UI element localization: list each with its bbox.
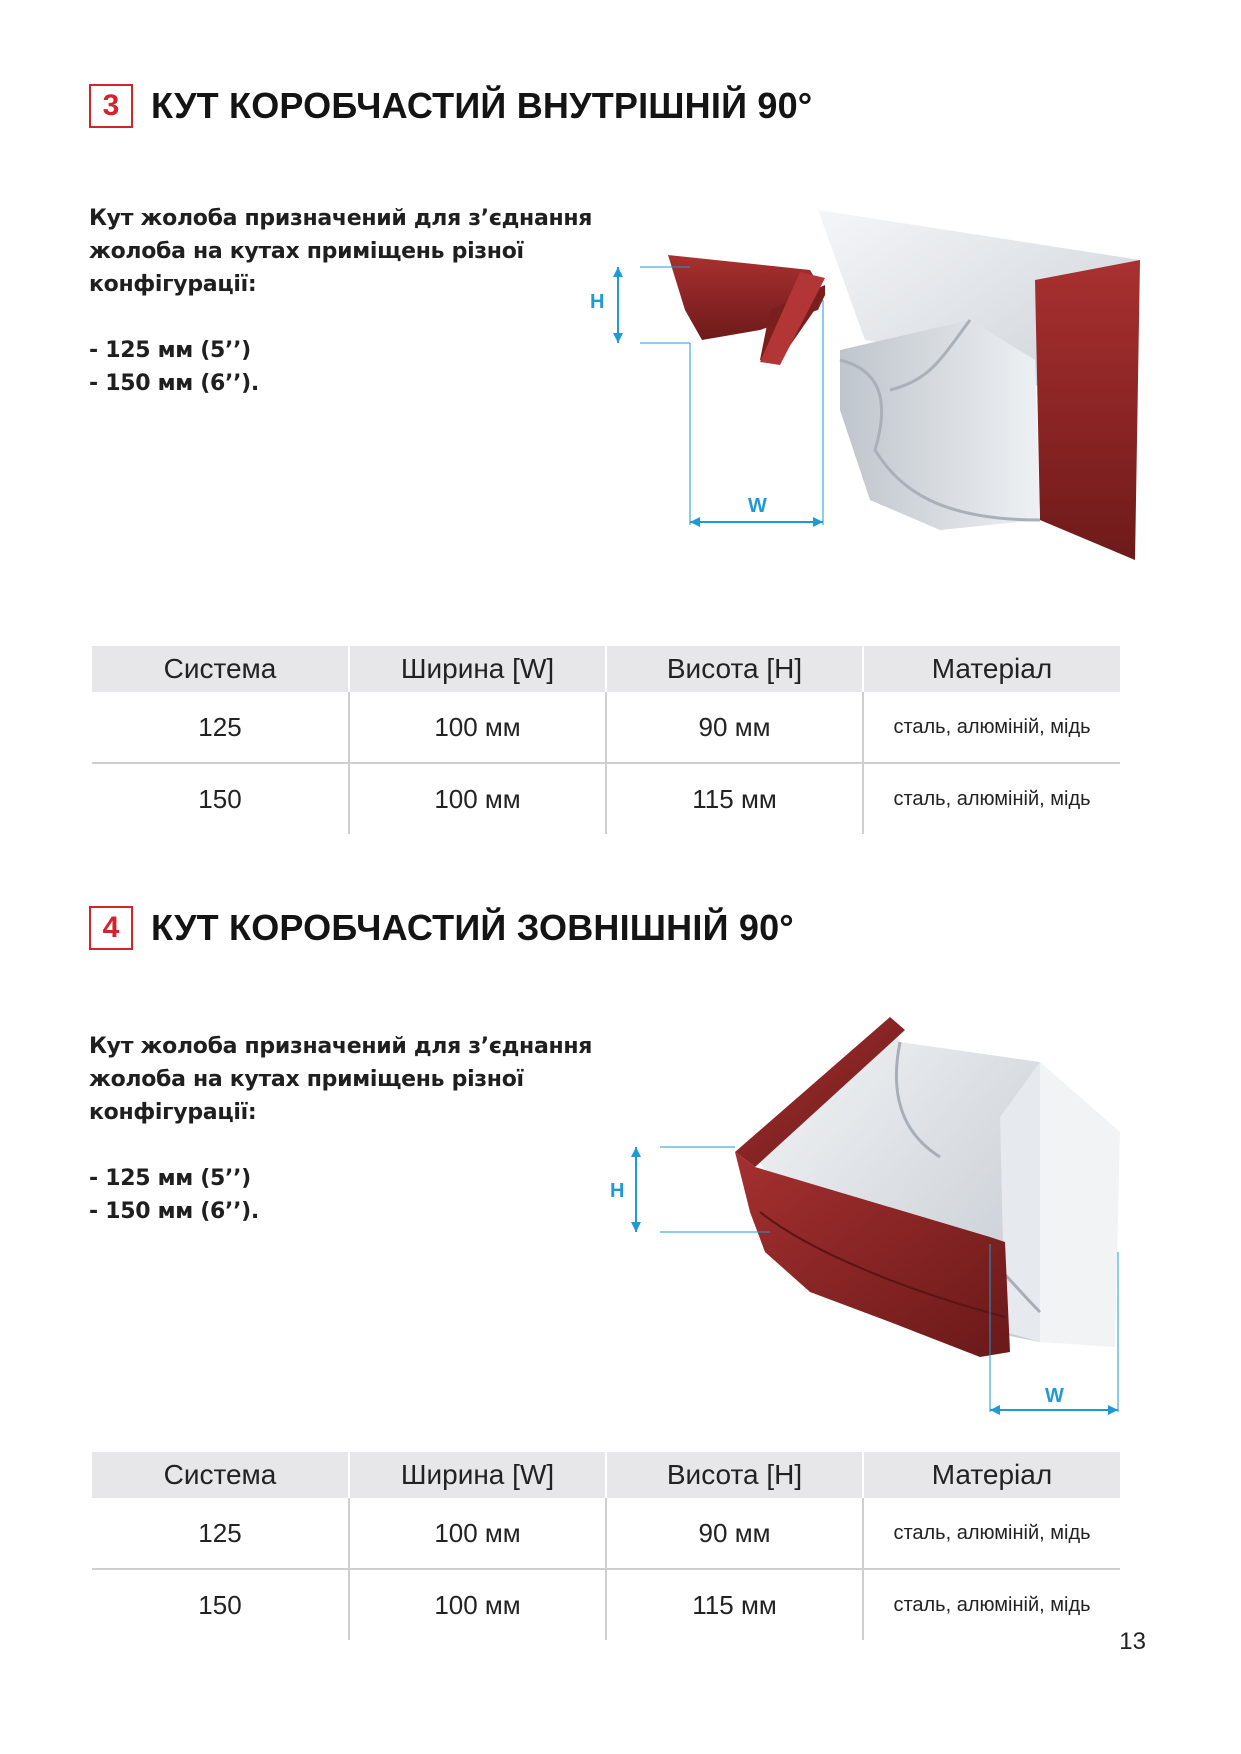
description-line: жолоба на кутах приміщень різної — [89, 1067, 524, 1092]
size-line: - 150 мм (6’’). — [89, 371, 259, 396]
end-face — [1040, 1062, 1120, 1347]
width-label: W — [1045, 1385, 1064, 1407]
right-face — [1035, 260, 1140, 560]
inner-trough — [840, 320, 1040, 530]
spec-table — [92, 646, 1120, 834]
table-row — [92, 763, 1120, 834]
size-line: - 150 мм (6’’). — [89, 1199, 259, 1224]
section-title: КУТ КОРОБЧАСТИЙ ЗОВНІШНІЙ 90° — [151, 907, 794, 948]
table-header-row — [92, 1452, 1120, 1498]
table-cell: 90 мм — [606, 1498, 863, 1569]
spec-table — [92, 1452, 1120, 1640]
height-label: H — [610, 1180, 625, 1202]
size-line: - 125 мм (5’’) — [89, 1166, 251, 1191]
size-line: - 125 мм (5’’) — [89, 338, 251, 363]
description-line: Кут жолоба призначений для з’єднання — [89, 1034, 593, 1059]
table-row — [92, 1498, 1120, 1569]
inner-corner-illustration — [590, 200, 1160, 600]
table-cell: сталь, алюміній, мідь — [863, 1498, 1120, 1569]
table-cell: 100 мм — [349, 763, 606, 834]
section-number-badge: 3 — [89, 84, 133, 128]
table-row — [92, 692, 1120, 763]
column-header: Ширина [W] — [349, 646, 606, 692]
table-cell: 100 мм — [349, 692, 606, 763]
table-cell: 100 мм — [349, 1498, 606, 1569]
width-label: W — [748, 495, 767, 517]
description-line: конфігурації: — [89, 1100, 257, 1125]
description-line: Кут жолоба призначений для з’єднання — [89, 206, 593, 231]
table-cell: 90 мм — [606, 692, 863, 763]
section-description — [89, 1030, 609, 1228]
section-number-badge: 4 — [89, 906, 133, 950]
outer-corner-illustration — [610, 1012, 1160, 1432]
table-cell: 100 мм — [349, 1569, 606, 1640]
column-header: Ширина [W] — [349, 1452, 606, 1498]
table-cell: 115 мм — [606, 763, 863, 834]
table-cell: 125 — [92, 1498, 349, 1569]
column-header: Матеріал — [863, 1452, 1120, 1498]
section-title: КУТ КОРОБЧАСТИЙ ВНУТРІШНІЙ 90° — [151, 85, 813, 126]
column-header: Система — [92, 646, 349, 692]
table-cell: 115 мм — [606, 1569, 863, 1640]
table-cell: сталь, алюміній, мідь — [893, 787, 1091, 810]
column-header: Матеріал — [863, 646, 1120, 692]
height-label: H — [590, 291, 605, 313]
table-row — [92, 1569, 1120, 1640]
table-cell: 150 — [92, 763, 349, 834]
section-header — [89, 84, 812, 128]
table-cell: 150 — [92, 1569, 349, 1640]
column-header: Висота [H] — [606, 1452, 863, 1498]
section-description — [89, 202, 609, 400]
section-header — [89, 906, 794, 950]
column-header: Система — [92, 1452, 349, 1498]
page-number: 13 — [1119, 1628, 1146, 1655]
table-header-row — [92, 646, 1120, 692]
table-cell: сталь, алюміній, мідь — [863, 692, 1120, 763]
column-header: Висота [H] — [606, 646, 863, 692]
table-cell: сталь, алюміній, мідь — [893, 1593, 1091, 1616]
table-cell: 125 — [92, 692, 349, 763]
description-line: жолоба на кутах приміщень різної — [89, 239, 524, 264]
description-line: конфігурації: — [89, 272, 257, 297]
